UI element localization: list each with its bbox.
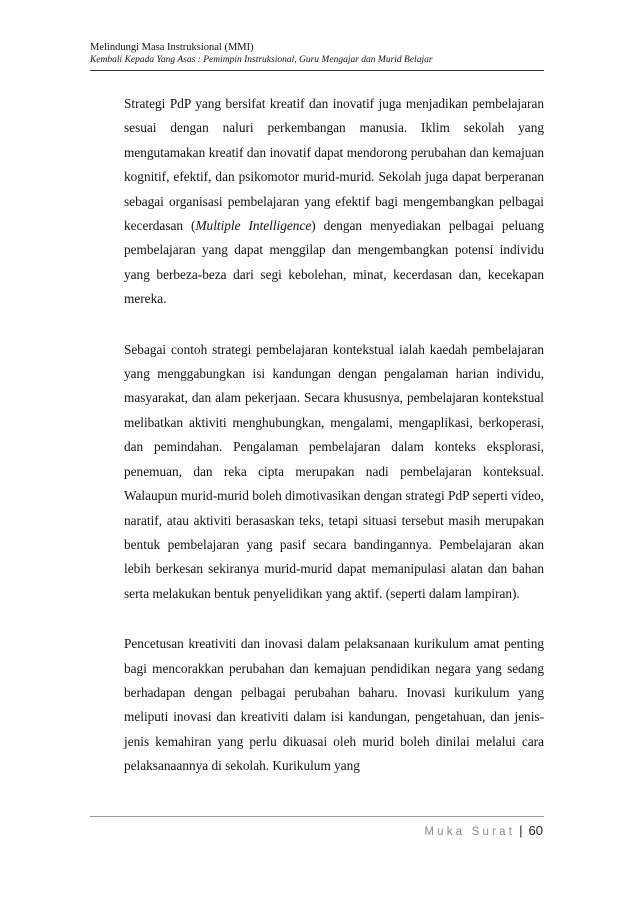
header-subtitle: Kembali Kepada Yang Asas : Pemimpin Instruksional, Guru Mengajar dan Murid Belajar: [90, 55, 433, 65]
footer-separator: |: [519, 823, 523, 838]
paragraph-1: [124, 92, 544, 312]
paragraph-2: Sebagai contoh strategi pembelajaran kontekstual ialah kaedah pembelajaran yang menggabungkan isi kandungan dengan pengalaman harian individu, masyarakat, dan alam pekerjaan. Secara khususnya, pembelajaran kontekstual melibatkan aktiviti menghubungkan, mengalami, mengaplikasi, berkoperasi, dan pemindahan. Pengalaman pembelajaran dalam konteks eksplorasi, penemuan, dan reka cipta merupakan nadi pembelajaran konteksual. Walaupun murid-murid boleh dimotivasikan dengan strategi PdP seperti video, naratif, atau aktiviti berasaskan teks, tetapi situasi tersebut masih merupakan bentuk pembelajaran yang pasif secara bandingannya. Pembelajaran akan lebih berkesan sekiranya murid-murid dapat memanipulasi alatan dan bahan serta melakukan bentuk penyelidikan yang aktif. (seperti dalam lampiran).: [124, 341, 544, 601]
paragraph-3: Pencetusan kreativiti dan inovasi dalam pelaksanaan kurikulum amat penting bagi mencorakkan perubahan dan kemajuan pendidikan negara yang sedang berhadapan dengan pelbagai perubahan baharu. Inovasi kurikulum yang meliputi inovasi dan kreativiti dalam isi kandungan, pengetahuan, dan jenis-jenis kemahiran yang perlu dikuasai oleh murid boleh dinilai melalui cara pelaksanaannya di sekolah. Kurikulum yang: [124, 636, 544, 774]
header-divider: [90, 70, 544, 71]
page-number: 60: [528, 823, 543, 838]
paragraph-1-italic-term: Multiple Intelligence: [195, 218, 312, 234]
page-header: [90, 41, 544, 66]
document-body: [124, 92, 544, 779]
footer-divider: [90, 816, 544, 817]
paragraph-1-text-before: Strategi PdP yang bersifat kreatif dan inovatif juga menjadikan pembelajaran sesuai dengan naluri perkembangan manusia. Iklim sekolah yang mengutamakan kreatif dan inovatif dapat mendorong perubahan dan kemajuan kognitif, efektif, dan psikomotor murid-murid. Sekolah juga dapat berperanan sebagai organisasi pembelajaran yang efektif bagi mengembangkan pelbagai kecerdasan (: [124, 96, 544, 234]
paragraph-1-text-after: ) dengan menyediakan pelbagai peluang pembelajaran yang dapat menggilap dan mengembangkan potensi individu yang berbeza-beza dari segi kebolehan, minat, kecerdasan dan, kecekapan mereka.: [124, 218, 545, 307]
footer-label: Muka Surat: [424, 826, 516, 838]
header-title: Melindungi Masa Instruksional (MMI): [90, 42, 254, 53]
page-footer: [424, 823, 543, 840]
